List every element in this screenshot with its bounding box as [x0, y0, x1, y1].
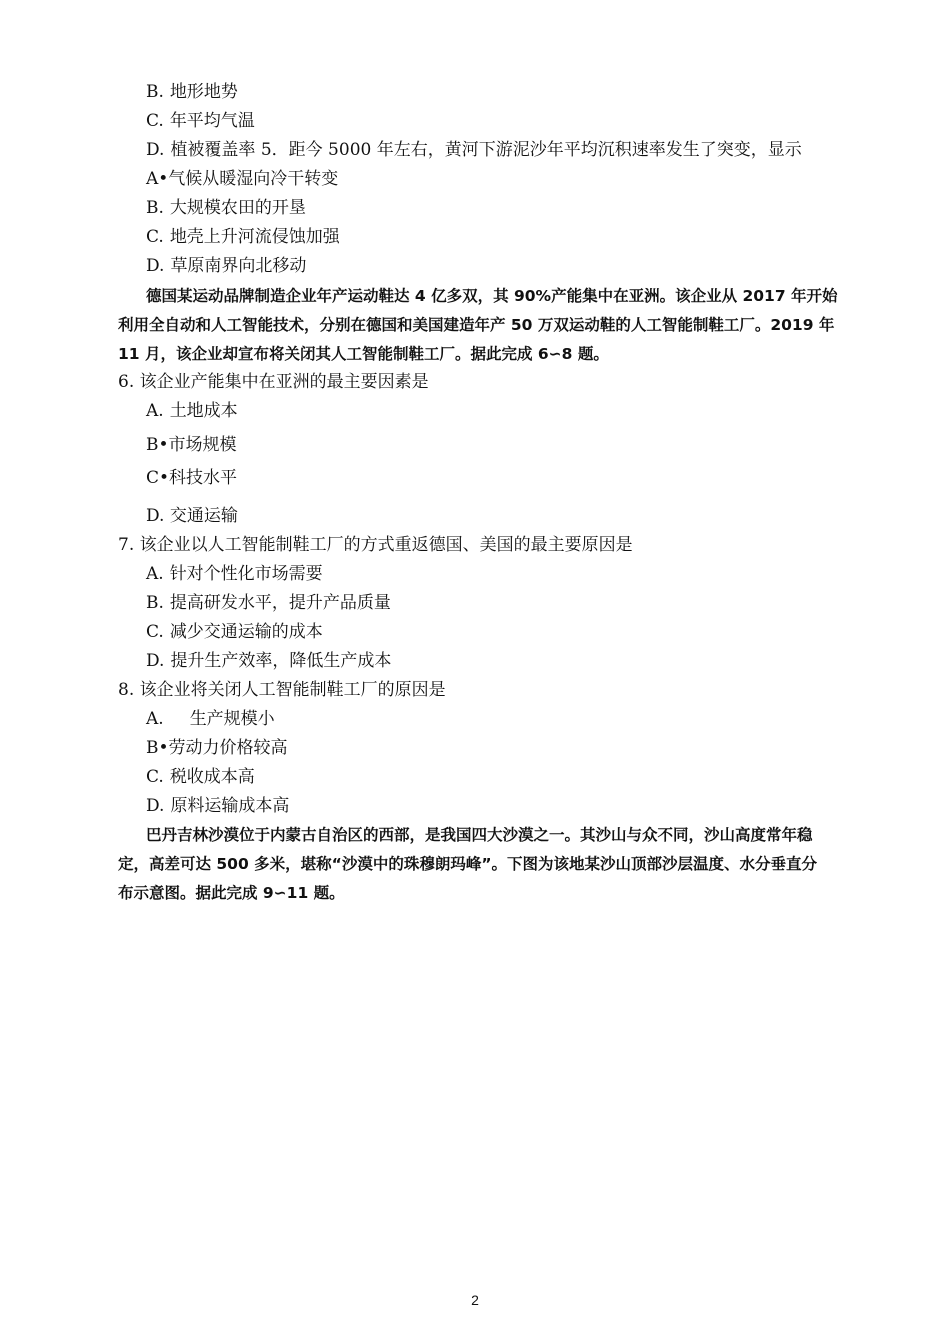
passage1-line-1: 德国某运动品牌制造企业年产运动鞋达 4 亿多双，其 90%产能集中在亚洲。该企业从 2017 年开始: [146, 287, 838, 305]
q5-prev-option-d: [146, 139, 802, 161]
q8-option-d: [146, 795, 289, 817]
q5-option-d: [146, 255, 306, 277]
q6-option-a: [146, 400, 238, 422]
option-text: 土地成本: [169, 401, 238, 421]
option-letter: D.: [146, 140, 165, 160]
q8-option-b: B•劳动力价格较高: [146, 738, 288, 758]
passage1-line-3: 11 月，该企业却宣布将关闭其人工智能制鞋工厂。据此完成 6∽8 题。: [118, 345, 609, 363]
passage1-line-2: 利用全自动和人工智能技术，分别在德国和美国建造年产 50 万双运动鞋的人工智能制鞋工厂。2019 年: [118, 316, 835, 334]
option-letter: A.: [146, 709, 164, 729]
q6-stem: 6. 该企业产能集中在亚洲的最主要因素是: [118, 372, 429, 392]
option-text: 提升生产效率，降低生产成本: [170, 651, 392, 671]
option-letter: C.: [146, 767, 164, 787]
option-text: 植被覆盖率 5．距今 5000 年左右，黄河下游泥沙年平均沉积速率发生了突变，显示: [170, 140, 802, 160]
passage2-line-1: 巴丹吉林沙漠位于内蒙古自治区的西部，是我国四大沙漠之一。其沙山与众不同，沙山高度常年稳: [146, 826, 813, 844]
option-letter: D.: [146, 256, 165, 276]
q5-option-c: [146, 226, 340, 248]
option-text: 地壳上升河流侵蚀加强: [169, 227, 340, 247]
q5-prev-option-b: [146, 81, 238, 103]
option-letter: C.: [146, 227, 164, 247]
q6-option-c: C•科技水平: [146, 468, 238, 488]
option-text: 提高研发水平，提升产品质量: [169, 593, 391, 613]
q5-option-a: A•气候从暖湿向冷干转变: [146, 169, 339, 189]
q5-prev-option-c: [146, 110, 255, 132]
q7-stem: 7. 该企业以人工智能制鞋工厂的方式重返德国、美国的最主要原因是: [118, 535, 633, 555]
q7-option-b: [146, 592, 391, 614]
option-text: 减少交通运输的成本: [169, 622, 323, 642]
option-letter: A.: [146, 564, 164, 584]
passage2-line-2: 定，高差可达 500 多米，堪称“沙漠中的珠穆朗玛峰”。下图为该地某沙山顶部沙层温度、水分垂直分: [118, 855, 818, 873]
option-letter: C.: [146, 111, 164, 131]
q6-option-b: B•市场规模: [146, 435, 237, 455]
option-letter: B.: [146, 593, 164, 613]
option-text: 原料运输成本高: [170, 796, 290, 816]
option-text: 针对个性化市场需要: [169, 564, 323, 584]
q7-option-c: [146, 621, 323, 643]
option-letter: D.: [146, 651, 165, 671]
q7-option-a: [146, 563, 323, 585]
q8-stem: 8. 该企业将关闭人工智能制鞋工厂的原因是: [118, 680, 446, 700]
option-text: 草原南界向北移动: [170, 256, 307, 276]
option-letter: C.: [146, 622, 164, 642]
passage2-line-3: 布示意图。据此完成 9∽11 题。: [118, 884, 345, 902]
option-letter: A.: [146, 401, 164, 421]
q8-option-a: [146, 708, 275, 730]
q5-option-b: [146, 197, 306, 219]
page-number: 2: [471, 1292, 479, 1308]
q6-option-d: D. 交通运输: [146, 506, 238, 526]
option-letter: D.: [146, 796, 165, 816]
option-text: 年平均气温: [169, 111, 255, 131]
option-text: 大规模农田的开垦: [169, 198, 306, 218]
option-text: 税收成本高: [169, 767, 255, 787]
option-letter: B.: [146, 82, 164, 102]
option-letter: B.: [146, 198, 164, 218]
q7-option-d: [146, 650, 391, 672]
option-text: 生产规模小: [189, 709, 275, 729]
option-text: 地形地势: [169, 82, 238, 102]
q8-option-c: [146, 766, 255, 788]
